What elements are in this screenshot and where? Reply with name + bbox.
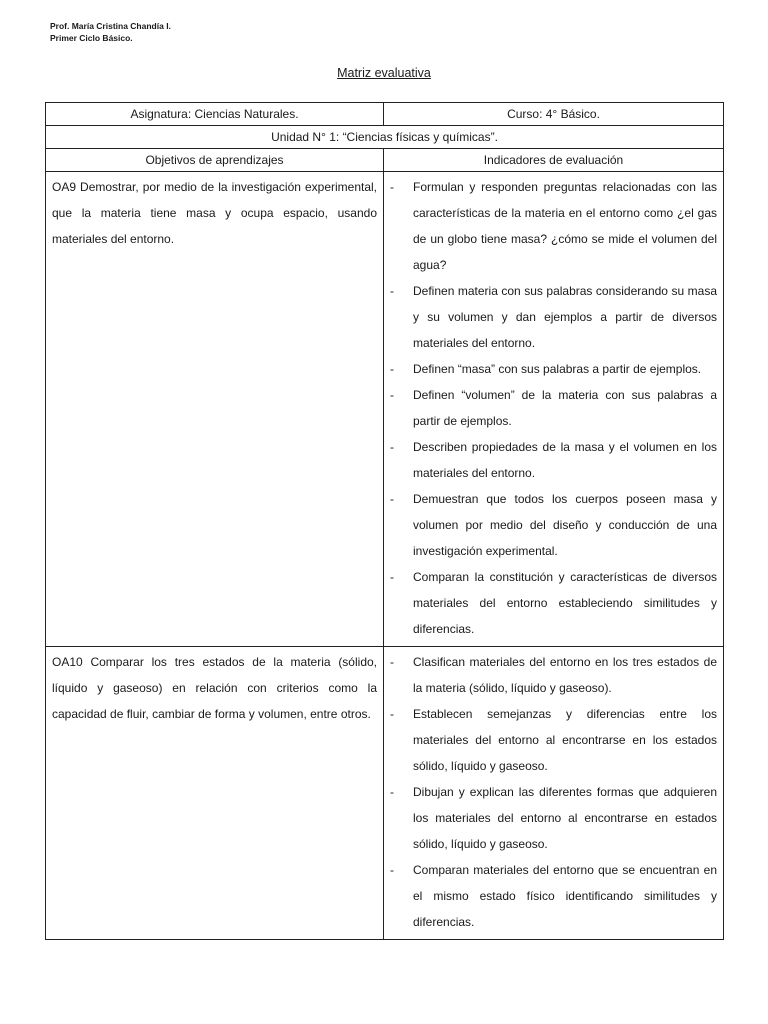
indicators-cell [384, 647, 724, 940]
column-header-row [46, 149, 724, 172]
indicator-list [390, 174, 717, 642]
bullet-dash: - [390, 492, 394, 506]
indicator-text: Comparan materiales del entorno que se encuentran en el mismo estado físico identificando similitudes y diferencias. [413, 863, 717, 929]
list-item [390, 857, 717, 935]
list-item [390, 382, 717, 434]
list-item [390, 174, 717, 278]
indicator-text: Demuestran que todos los cuerpos poseen masa y volumen por medio del diseño y conducción de una investigación experimental. [413, 492, 717, 558]
bullet-dash: - [390, 655, 394, 669]
table-row [46, 647, 724, 940]
document-title: Matriz evaluativa [337, 66, 431, 80]
objective-cell: OA10 Comparar los tres estados de la materia (sólido, líquido y gaseoso) en relación con criterios como la capacidad de fluir, cambiar de forma y volumen, entre otros. [46, 647, 384, 940]
list-item [390, 356, 717, 382]
indicator-text: Establecen semejanzas y diferencias entre los materiales del entorno al encontrarse en los estados sólido, líquido y gaseoso. [413, 707, 717, 773]
unit-cell: Unidad N° 1: “Ciencias físicas y químicas”. [46, 126, 724, 149]
list-item [390, 486, 717, 564]
bullet-dash: - [390, 362, 394, 376]
list-item [390, 564, 717, 642]
subject-cell: Asignatura: Ciencias Naturales. [46, 103, 384, 126]
bullet-dash: - [390, 440, 394, 454]
indicator-text: Definen materia con sus palabras considerando su masa y su volumen y dan ejemplos a partir de diversos materiales del entorno. [413, 284, 717, 350]
table-row [46, 172, 724, 647]
indicators-cell [384, 172, 724, 647]
indicator-text: Describen propiedades de la masa y el volumen en los materiales del entorno. [413, 440, 717, 480]
indicator-text: Comparan la constitución y características de diversos materiales del entorno estableciendo similitudes y diferencias. [413, 570, 717, 636]
bullet-dash: - [390, 707, 394, 721]
objective-cell: OA9 Demostrar, por medio de la investigación experimental, que la materia tiene masa y ocupa espacio, usando materiales del entorno. [46, 172, 384, 647]
bullet-dash: - [390, 284, 394, 298]
course-level: Primer Ciclo Básico. [50, 33, 133, 43]
list-item [390, 779, 717, 857]
indicators-header: Indicadores de evaluación [384, 149, 724, 172]
indicator-text: Definen “volumen” de la materia con sus palabras a partir de ejemplos. [413, 388, 717, 428]
list-item [390, 434, 717, 486]
indicator-text: Dibujan y explican las diferentes formas que adquieren los materiales del entorno al encontrarse en estados sólido, líquido y gaseoso. [413, 785, 717, 851]
bullet-dash: - [390, 863, 394, 877]
subject-row [46, 103, 724, 126]
bullet-dash: - [390, 388, 394, 402]
unit-row [46, 126, 724, 149]
teacher-name: Prof. María Cristina Chandía I. [50, 21, 171, 31]
bullet-dash: - [390, 785, 394, 799]
bullet-dash: - [390, 570, 394, 584]
document-header [50, 20, 171, 44]
evaluation-matrix-table [45, 102, 724, 940]
indicator-list [390, 649, 717, 935]
list-item [390, 278, 717, 356]
list-item [390, 701, 717, 779]
bullet-dash: - [390, 180, 394, 194]
list-item [390, 649, 717, 701]
indicator-text: Definen “masa” con sus palabras a partir de ejemplos. [413, 362, 702, 376]
indicator-text: Clasifican materiales del entorno en los tres estados de la materia (sólido, líquido y gaseoso). [413, 655, 717, 695]
course-cell: Curso: 4° Básico. [384, 103, 724, 126]
indicator-text: Formulan y responden preguntas relacionadas con las características de la materia en el entorno como ¿el gas de un globo tiene masa? ¿cómo se mide el volumen del agua? [413, 180, 717, 272]
document-title-wrapper [0, 66, 768, 80]
objectives-header: Objetivos de aprendizajes [46, 149, 384, 172]
